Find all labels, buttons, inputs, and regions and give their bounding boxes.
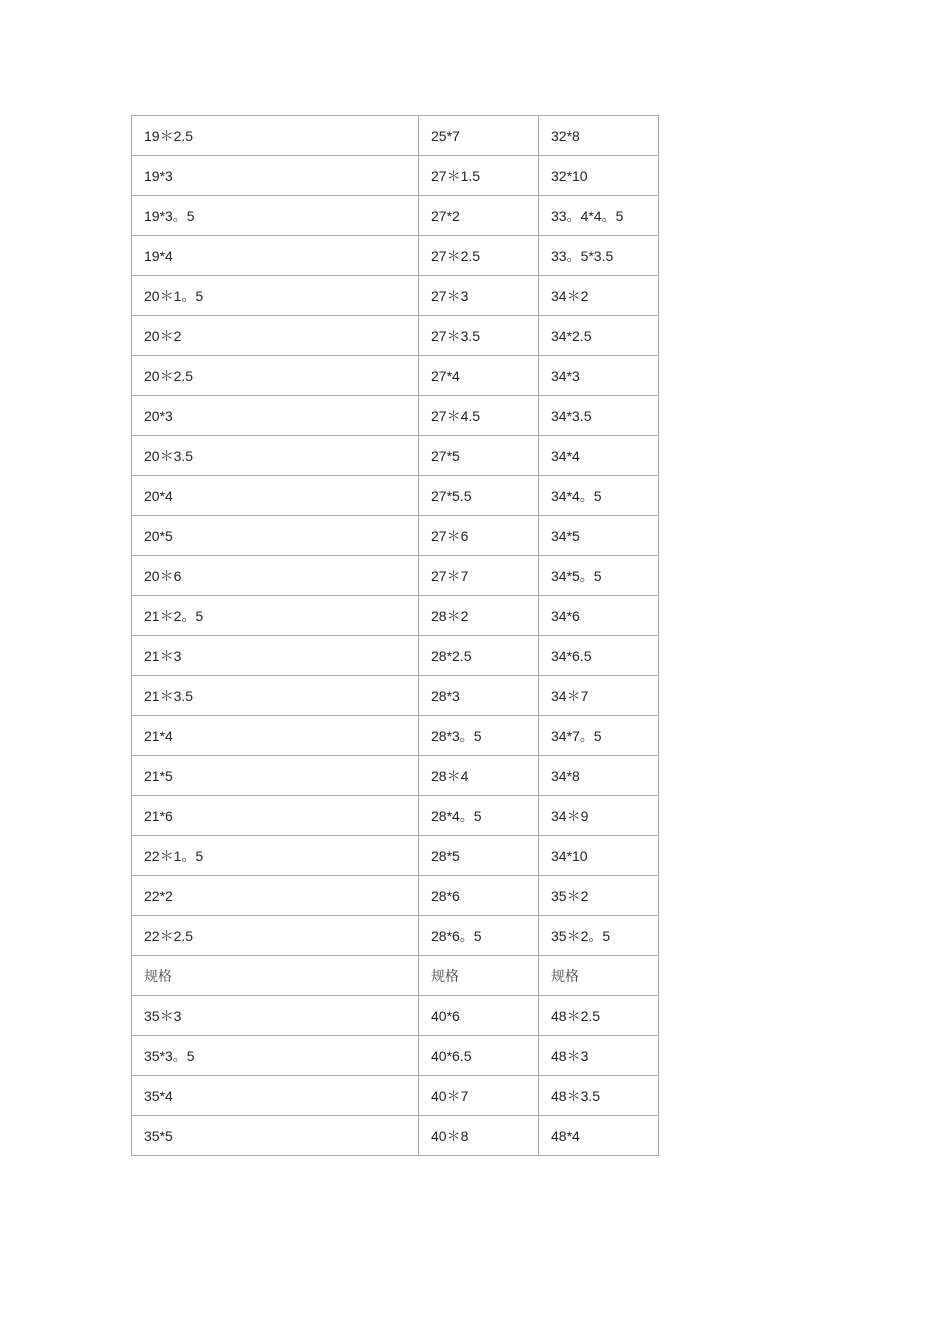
table-cell: 34＊2 bbox=[539, 276, 659, 316]
table-header-row bbox=[132, 956, 659, 996]
table-cell: 27*4 bbox=[419, 356, 539, 396]
table-cell: 21*6 bbox=[132, 796, 419, 836]
table-cell: 34*10 bbox=[539, 836, 659, 876]
table-row bbox=[132, 476, 659, 516]
table-cell: 34*4 bbox=[539, 436, 659, 476]
table-cell: 48*4 bbox=[539, 1116, 659, 1156]
table-row bbox=[132, 796, 659, 836]
table-cell: 28*6。5 bbox=[419, 916, 539, 956]
table-cell: 34*6 bbox=[539, 596, 659, 636]
table-cell: 35＊2 bbox=[539, 876, 659, 916]
table-cell: 20＊1。5 bbox=[132, 276, 419, 316]
table-cell: 21＊3 bbox=[132, 636, 419, 676]
table-row bbox=[132, 596, 659, 636]
table-cell: 35*4 bbox=[132, 1076, 419, 1116]
table-row bbox=[132, 196, 659, 236]
table-row bbox=[132, 1036, 659, 1076]
table-cell: 48＊2.5 bbox=[539, 996, 659, 1036]
table-cell: 34*5 bbox=[539, 516, 659, 556]
table-row bbox=[132, 116, 659, 156]
table-cell: 20＊6 bbox=[132, 556, 419, 596]
table-cell: 28*3。5 bbox=[419, 716, 539, 756]
table-cell: 22＊1。5 bbox=[132, 836, 419, 876]
table-cell: 35＊2。5 bbox=[539, 916, 659, 956]
table-cell: 28*6 bbox=[419, 876, 539, 916]
table-header-cell: 规格 bbox=[539, 956, 659, 996]
table-row bbox=[132, 516, 659, 556]
spec-table bbox=[131, 115, 659, 1156]
table-row bbox=[132, 316, 659, 356]
table-cell: 34*2.5 bbox=[539, 316, 659, 356]
table-header-cell: 规格 bbox=[132, 956, 419, 996]
table-cell: 28＊4 bbox=[419, 756, 539, 796]
table-cell: 20＊3.5 bbox=[132, 436, 419, 476]
table-cell: 40＊7 bbox=[419, 1076, 539, 1116]
table-row bbox=[132, 876, 659, 916]
table-cell: 19*3 bbox=[132, 156, 419, 196]
table-cell: 27＊2.5 bbox=[419, 236, 539, 276]
table-cell: 20*5 bbox=[132, 516, 419, 556]
table-cell: 35*3。5 bbox=[132, 1036, 419, 1076]
table-cell: 27＊4.5 bbox=[419, 396, 539, 436]
table-row bbox=[132, 156, 659, 196]
table-cell: 35*5 bbox=[132, 1116, 419, 1156]
table-cell: 25*7 bbox=[419, 116, 539, 156]
table-row bbox=[132, 556, 659, 596]
table-cell: 20＊2.5 bbox=[132, 356, 419, 396]
table-cell: 21*4 bbox=[132, 716, 419, 756]
table-cell: 21*5 bbox=[132, 756, 419, 796]
table-cell: 34*6.5 bbox=[539, 636, 659, 676]
table-cell: 28*5 bbox=[419, 836, 539, 876]
table-cell: 40*6.5 bbox=[419, 1036, 539, 1076]
table-cell: 27*2 bbox=[419, 196, 539, 236]
table-cell: 34*5。5 bbox=[539, 556, 659, 596]
table-cell: 34*7。5 bbox=[539, 716, 659, 756]
table-row bbox=[132, 356, 659, 396]
table-row bbox=[132, 1076, 659, 1116]
table-row bbox=[132, 236, 659, 276]
table-cell: 27＊7 bbox=[419, 556, 539, 596]
table-cell: 19＊2.5 bbox=[132, 116, 419, 156]
table-cell: 27*5 bbox=[419, 436, 539, 476]
table-cell: 40＊8 bbox=[419, 1116, 539, 1156]
table-row bbox=[132, 916, 659, 956]
table-cell: 20*4 bbox=[132, 476, 419, 516]
table-cell: 28＊2 bbox=[419, 596, 539, 636]
table-cell: 34*3.5 bbox=[539, 396, 659, 436]
table-row bbox=[132, 436, 659, 476]
table-cell: 27＊3.5 bbox=[419, 316, 539, 356]
table-cell: 22＊2.5 bbox=[132, 916, 419, 956]
table-row bbox=[132, 756, 659, 796]
table-cell: 19*4 bbox=[132, 236, 419, 276]
table-cell: 19*3。5 bbox=[132, 196, 419, 236]
table-header-cell: 规格 bbox=[419, 956, 539, 996]
table-row bbox=[132, 676, 659, 716]
table-row bbox=[132, 276, 659, 316]
table-cell: 28*2.5 bbox=[419, 636, 539, 676]
table-cell: 27＊6 bbox=[419, 516, 539, 556]
table-cell: 32*10 bbox=[539, 156, 659, 196]
table-row bbox=[132, 396, 659, 436]
table-row bbox=[132, 836, 659, 876]
table-cell: 28*4。5 bbox=[419, 796, 539, 836]
table-cell: 22*2 bbox=[132, 876, 419, 916]
table-cell: 21＊3.5 bbox=[132, 676, 419, 716]
table-cell: 32*8 bbox=[539, 116, 659, 156]
table-row bbox=[132, 996, 659, 1036]
table-cell: 40*6 bbox=[419, 996, 539, 1036]
table-cell: 33。4*4。5 bbox=[539, 196, 659, 236]
table-cell: 34*3 bbox=[539, 356, 659, 396]
table-cell: 21＊2。5 bbox=[132, 596, 419, 636]
table-cell: 20＊2 bbox=[132, 316, 419, 356]
table-cell: 34*4。5 bbox=[539, 476, 659, 516]
table-cell: 34＊9 bbox=[539, 796, 659, 836]
table-cell: 27*5.5 bbox=[419, 476, 539, 516]
table-cell: 28*3 bbox=[419, 676, 539, 716]
table-row bbox=[132, 716, 659, 756]
table-cell: 48＊3.5 bbox=[539, 1076, 659, 1116]
spec-table-body bbox=[132, 116, 659, 1156]
table-row bbox=[132, 1116, 659, 1156]
table-cell: 27＊1.5 bbox=[419, 156, 539, 196]
table-cell: 20*3 bbox=[132, 396, 419, 436]
table-row bbox=[132, 636, 659, 676]
table-cell: 33。5*3.5 bbox=[539, 236, 659, 276]
table-cell: 27＊3 bbox=[419, 276, 539, 316]
table-cell: 48＊3 bbox=[539, 1036, 659, 1076]
table-cell: 34＊7 bbox=[539, 676, 659, 716]
table-cell: 34*8 bbox=[539, 756, 659, 796]
table-cell: 35＊3 bbox=[132, 996, 419, 1036]
